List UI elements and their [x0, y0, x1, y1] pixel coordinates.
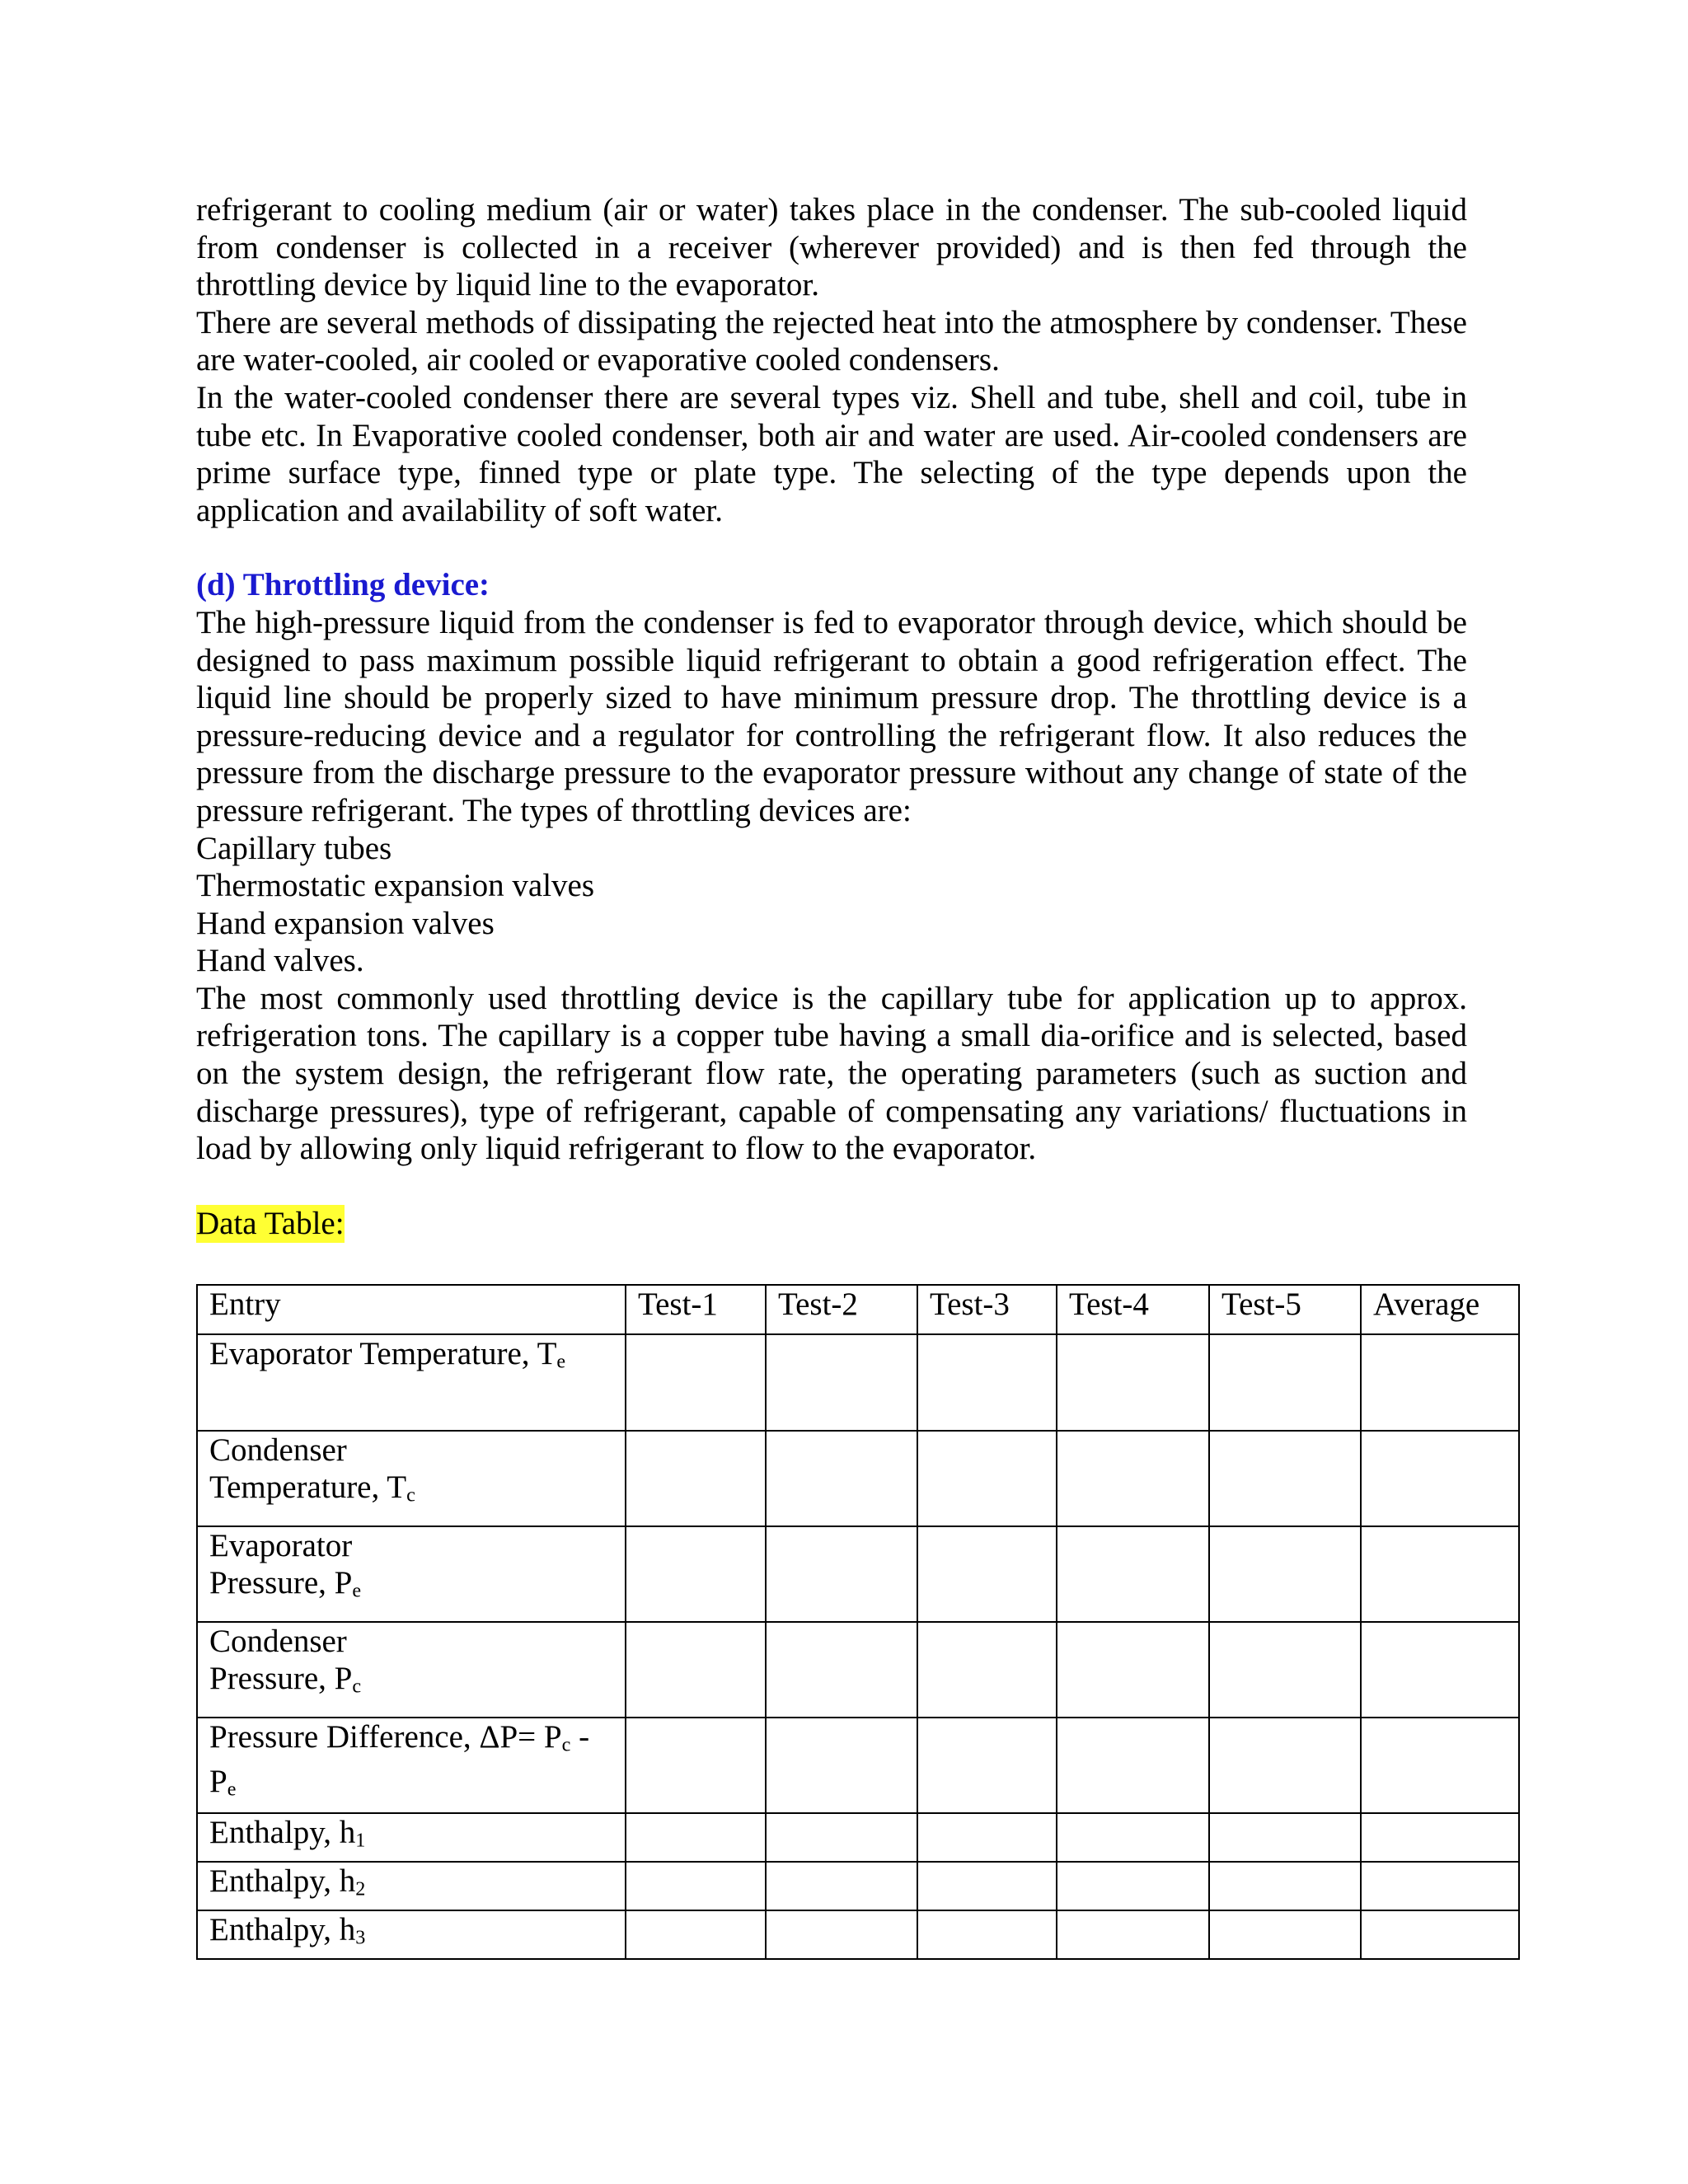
value-cell: [766, 1431, 917, 1526]
value-cell: [1057, 1431, 1209, 1526]
value-cell: [917, 1334, 1057, 1431]
value-cell: [1209, 1526, 1361, 1622]
paragraph-capillary: The most commonly used throttling device is the capillary tube for application up to approx. refrigeration tons. The capillary is a copper tube having a small dia-orifice and is selected, based on the system design, the refrigerant flow rate, the operating parameters (such as suction and discharge pressures), type of refrigerant, capable of compensating any variations/ fluctuations in load by allowing only liquid refrigerant to flow to the evaporator.: [196, 980, 1467, 1167]
header-test-5: Test-5: [1209, 1285, 1361, 1334]
header-test-3: Test-3: [917, 1285, 1057, 1334]
value-cell: [1361, 1334, 1519, 1431]
value-cell: [1209, 1862, 1361, 1910]
value-cell: [766, 1862, 917, 1910]
value-cell: [766, 1526, 917, 1622]
header-entry: Entry: [197, 1285, 626, 1334]
value-cell: [1361, 1813, 1519, 1862]
value-cell: [626, 1431, 766, 1526]
value-cell: [1057, 1718, 1209, 1813]
entry-cell: Enthalpy, h1: [197, 1813, 626, 1862]
entry-cell: Enthalpy, h3: [197, 1910, 626, 1959]
entry-cell: Pressure Difference, ΔP= Pc - Pe: [197, 1718, 626, 1813]
value-cell: [1209, 1334, 1361, 1431]
header-test-4: Test-4: [1057, 1285, 1209, 1334]
value-cell: [1057, 1910, 1209, 1959]
table-row: [197, 1526, 1519, 1622]
value-cell: [766, 1813, 917, 1862]
value-cell: [1209, 1431, 1361, 1526]
value-cell: [1361, 1910, 1519, 1959]
value-cell: [626, 1622, 766, 1718]
value-cell: [766, 1718, 917, 1813]
entry-cell: Evaporator Temperature, Te: [197, 1334, 626, 1431]
list-item: Capillary tubes: [196, 830, 392, 866]
value-cell: [766, 1334, 917, 1431]
value-cell: [917, 1813, 1057, 1862]
value-cell: [917, 1910, 1057, 1959]
data-table-label-wrap: [196, 1205, 1467, 1243]
table-row: [197, 1910, 1519, 1959]
value-cell: [1361, 1718, 1519, 1813]
data-table: [196, 1284, 1520, 1960]
entry-cell: Enthalpy, h2: [197, 1862, 626, 1910]
value-cell: [626, 1862, 766, 1910]
value-cell: [917, 1622, 1057, 1718]
value-cell: [1057, 1622, 1209, 1718]
value-cell: [1361, 1526, 1519, 1622]
paragraph-condenser-types: In the water-cooled condenser there are several types viz. Shell and tube, shell and coil, tube in tube etc. In Evaporative cooled condenser, both air and water are used. Air-cooled condensers are prime surface type, finned type or plate type. The selecting of the type depends upon the application and availability of soft water.: [196, 379, 1467, 528]
header-average: Average: [1361, 1285, 1519, 1334]
paragraph-condenser-intro: refrigerant to cooling medium (air or water) takes place in the condenser. The sub-cooled liquid from condenser is collected in a receiver (wherever provided) and is then fed through the throttling device by liquid line to the evaporator.: [196, 192, 1467, 303]
value-cell: [1361, 1622, 1519, 1718]
entry-cell: Condenser Temperature, Tc: [197, 1431, 626, 1526]
list-item: Thermostatic expansion valves: [196, 868, 595, 904]
value-cell: [1057, 1526, 1209, 1622]
value-cell: [917, 1862, 1057, 1910]
value-cell: [766, 1910, 917, 1959]
entry-cell: Evaporator Pressure, Pe: [197, 1526, 626, 1622]
throttling-device-list: [196, 830, 1467, 980]
value-cell: [626, 1813, 766, 1862]
section-heading: (d) Throttling device:: [196, 567, 490, 603]
table-row: [197, 1718, 1519, 1813]
value-cell: [917, 1526, 1057, 1622]
value-cell: [1361, 1431, 1519, 1526]
value-cell: [626, 1334, 766, 1431]
value-cell: [917, 1718, 1057, 1813]
value-cell: [766, 1622, 917, 1718]
table-row: [197, 1431, 1519, 1526]
value-cell: [1057, 1334, 1209, 1431]
value-cell: [1057, 1862, 1209, 1910]
table-row: [197, 1622, 1519, 1718]
header-test-1: Test-1: [626, 1285, 766, 1334]
header-test-2: Test-2: [766, 1285, 917, 1334]
value-cell: [1209, 1622, 1361, 1718]
value-cell: [1361, 1862, 1519, 1910]
table-row: [197, 1862, 1519, 1910]
value-cell: [1209, 1910, 1361, 1959]
table-header-row: [197, 1285, 1519, 1334]
value-cell: [1057, 1813, 1209, 1862]
value-cell: [917, 1431, 1057, 1526]
value-cell: [1209, 1813, 1361, 1862]
table-row: [197, 1334, 1519, 1431]
value-cell: [626, 1526, 766, 1622]
value-cell: [1209, 1718, 1361, 1813]
text-body: [196, 191, 1467, 1243]
table-row: [197, 1813, 1519, 1862]
list-item: Hand expansion valves: [196, 905, 495, 941]
entry-cell: Condenser Pressure, Pc: [197, 1622, 626, 1718]
data-table-label: Data Table:: [196, 1205, 345, 1241]
value-cell: [626, 1910, 766, 1959]
paragraph-throttling-intro: The high-pressure liquid from the condenser is fed to evaporator through device, which should be designed to pass maximum possible liquid refrigerant to obtain a good refrigeration effect. The liquid line should be properly sized to have minimum pressure drop. The throttling device is a pressure-reducing device and a regulator for controlling the refrigerant flow. It also reduces the pressure from the discharge pressure to the evaporator pressure without any change of state of the pressure refrigerant. The types of throttling devices are:: [196, 604, 1467, 828]
list-item: Hand valves.: [196, 943, 364, 979]
value-cell: [626, 1718, 766, 1813]
paragraph-condenser-methods: There are several methods of dissipating the rejected heat into the atmosphere by condenser. These are water-cooled, air cooled or evaporative cooled condensers.: [196, 304, 1467, 378]
